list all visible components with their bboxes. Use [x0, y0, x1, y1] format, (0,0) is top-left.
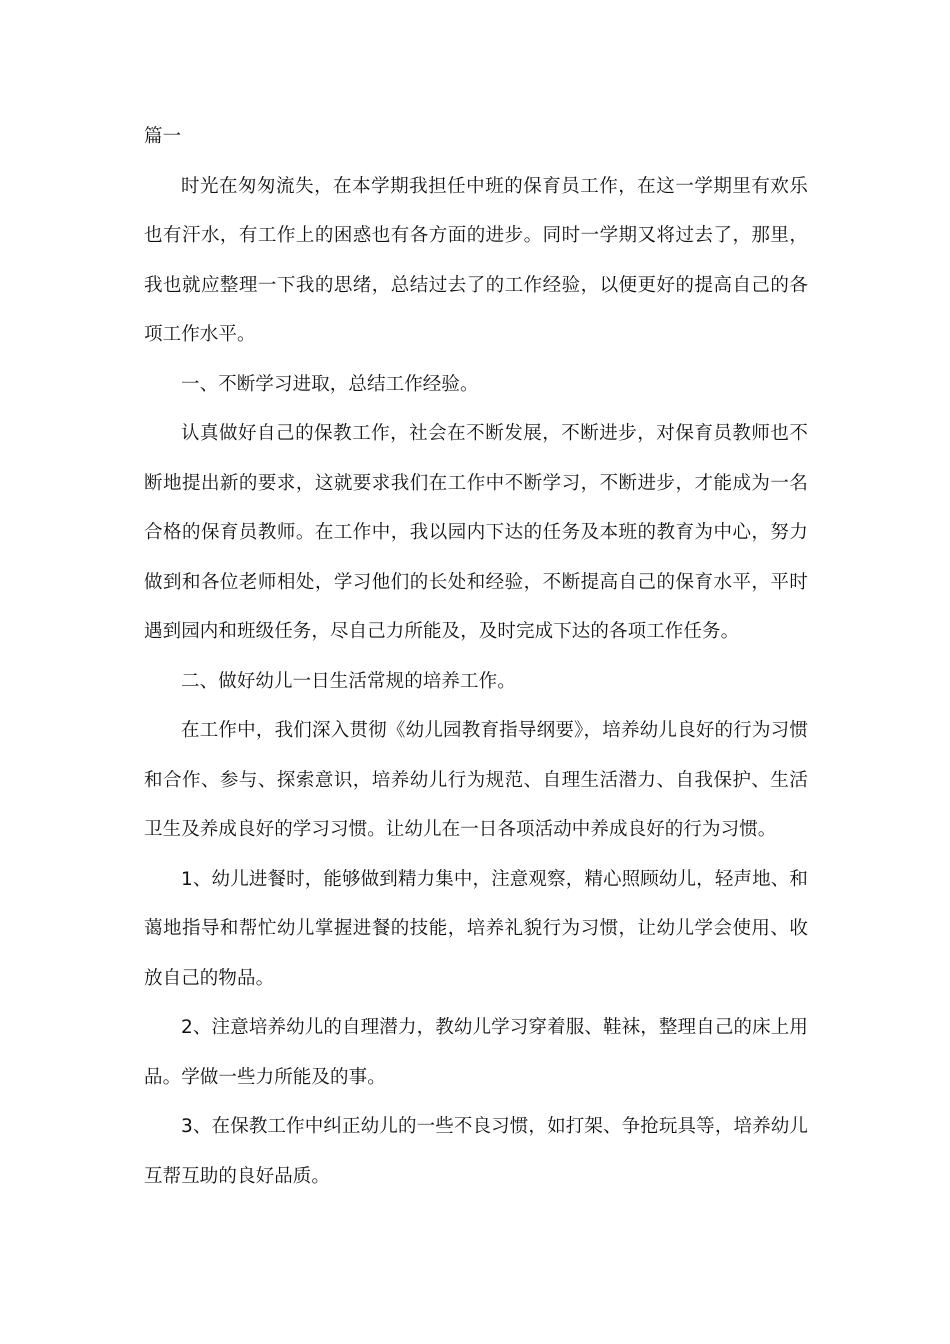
- section-title: 篇一: [144, 126, 182, 147]
- list-item-2: 2、注意培养幼儿的自理潜力，教幼儿学习穿着服、鞋袜，整理自己的床上用品。学做一些力所能及的事。: [144, 1017, 808, 1088]
- section-heading-1: 一、不断学习进取，总结工作经验。: [181, 373, 479, 395]
- paragraph-intro: 时光在匆匆流失，在本学期我担任中班的保育员工作，在这一学期里有欢乐也有汗水，有工作上的困惑也有各方面的进步。同时一学期又将过去了，那里，我也就应整理一下我的思绪，总结过去了的工作经验，以便更好的提高自己的各项工作水平。: [144, 175, 808, 345]
- document-body: [144, 112, 808, 1201]
- paragraph-learning: 认真做好自己的保教工作，社会在不断发展，不断进步，对保育员教师也不断地提出新的要求，这就要求我们在工作中不断学习，不断进步，才能成为一名合格的保育员教师。在工作中，我以园内下达的任务及本班的教育为中心，努力做到和各位老师相处，学习他们的长处和经验，不断提高自己的保育水平，平时遇到园内和班级任务，尽自己力所能及，及时完成下达的各项工作任务。: [144, 423, 808, 642]
- section-heading-2: 二、做好幼儿一日生活常规的培养工作。: [181, 670, 516, 692]
- list-item-1: 1、幼儿进餐时，能够做到精力集中，注意观察，精心照顾幼儿，轻声地、和蔼地指导和帮忙幼儿掌握进餐的技能，培养礼貌行为习惯，让幼儿学会使用、收放自己的物品。: [144, 868, 808, 989]
- paragraph-routine: 在工作中，我们深入贯彻《幼儿园教育指导纲要》，培养幼儿良好的行为习惯和合作、参与、探索意识，培养幼儿行为规范、自理生活潜力、自我保护、生活卫生及养成良好的学习习惯。让幼儿在一日各项活动中养成良好的行为习惯。: [144, 720, 808, 840]
- list-item-3: 3、在保教工作中纠正幼儿的一些不良习惯，如打架、争抢玩具等，培养幼儿互帮互助的良好品质。: [144, 1116, 808, 1187]
